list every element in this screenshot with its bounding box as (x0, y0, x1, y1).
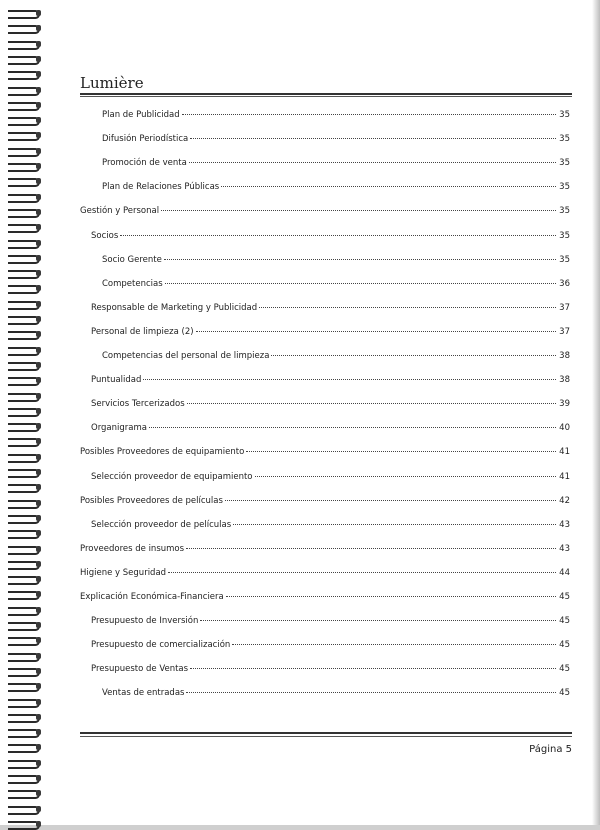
toc-entry-page: 37 (559, 326, 570, 337)
toc-entry-label: Selección proveedor de equipamiento (91, 471, 253, 482)
toc-dot-leader (232, 644, 556, 645)
toc-dot-leader (246, 451, 556, 452)
toc-dot-leader (233, 524, 556, 525)
toc-entry[interactable] (102, 351, 570, 365)
toc-entry-page: 44 (559, 567, 570, 578)
toc-dot-leader (200, 620, 556, 621)
toc-entry[interactable] (102, 158, 570, 172)
toc-dot-leader (143, 379, 556, 380)
toc-entry[interactable] (91, 472, 570, 486)
toc-entry[interactable] (80, 568, 570, 582)
toc-entry-label: Difusión Periodística (102, 134, 189, 145)
toc-entry-label: Puntualidad (91, 375, 142, 386)
toc-entry-label: Higiene y Seguridad (80, 567, 167, 578)
toc-entry-page: 45 (559, 664, 570, 675)
toc-dot-leader (255, 476, 557, 477)
toc-dot-leader (182, 114, 556, 115)
toc-dot-leader (259, 307, 556, 308)
toc-dot-leader (189, 162, 556, 163)
toc-entry-page: 36 (559, 278, 570, 289)
toc-entry-label: Selección proveedor de películas (91, 519, 232, 530)
toc-entry-label: Promoción de venta (102, 158, 187, 169)
toc-entry-label: Personal de limpieza (2) (91, 326, 194, 337)
toc-entry[interactable] (102, 688, 570, 702)
toc-entry-label: Posibles Proveedores de películas (80, 495, 223, 506)
toc-entry-page: 35 (559, 134, 570, 145)
footer-rule-thin (80, 736, 572, 737)
toc-entry-label: Presupuesto de Ventas (91, 664, 189, 675)
toc-dot-leader (164, 259, 556, 260)
toc-dot-leader (186, 548, 556, 549)
toc-entry-page: 39 (559, 399, 570, 410)
toc-entry[interactable] (91, 520, 570, 534)
toc-entry-page: 35 (559, 230, 570, 241)
toc-entry-label: Responsable de Marketing y Publicidad (91, 302, 258, 313)
toc-entry-page: 45 (559, 616, 570, 627)
toc-entry-label: Competencias del personal de limpieza (102, 351, 270, 361)
toc-entry[interactable] (91, 616, 570, 630)
toc-dot-leader (190, 138, 556, 139)
toc-entry-label: Competencias (102, 278, 163, 289)
toc-entry[interactable] (91, 399, 570, 413)
toc-entry-label: Socios (91, 230, 119, 241)
toc-entry-page: 43 (559, 519, 570, 530)
toc-entry[interactable] (80, 496, 570, 510)
toc-entry[interactable] (102, 255, 570, 269)
toc-entry[interactable] (91, 327, 570, 341)
toc-dot-leader (190, 668, 556, 669)
toc-dot-leader (165, 283, 556, 284)
toc-entry[interactable] (80, 592, 570, 606)
toc-dot-leader (161, 210, 556, 211)
toc-entry-label: Plan de Publicidad (102, 110, 180, 120)
toc-dot-leader (225, 500, 556, 501)
toc-dot-leader (226, 596, 556, 597)
page-header-title: Lumière (80, 74, 144, 92)
toc-entry-page: 43 (559, 543, 570, 554)
toc-entry-page: 35 (559, 110, 570, 120)
footer-rule (80, 732, 572, 734)
toc-entry-page: 35 (559, 182, 570, 193)
toc-entry-page: 35 (559, 206, 570, 217)
toc-entry-label: Posibles Proveedores de equipamiento (80, 447, 245, 458)
toc-dot-leader (221, 186, 556, 187)
toc-entry[interactable] (91, 640, 570, 654)
toc-entry-page: 45 (559, 640, 570, 651)
toc-entry-label: Gestión y Personal (80, 206, 160, 217)
toc-entry[interactable] (102, 279, 570, 293)
toc-entry[interactable] (91, 664, 570, 678)
toc-entry[interactable] (91, 231, 570, 245)
toc-entry[interactable] (102, 134, 570, 148)
page-number: Página 5 (529, 744, 572, 755)
toc-entry[interactable] (80, 447, 570, 461)
toc-dot-leader (186, 692, 556, 693)
toc-entry-label: Socio Gerente (102, 254, 162, 265)
toc-entry-label: Explicación Económica-Financiera (80, 592, 224, 602)
toc-entry-label: Organigrama (91, 423, 147, 434)
toc-entry[interactable] (91, 303, 570, 317)
toc-entry-page: 38 (559, 351, 570, 361)
toc-entry-page: 35 (559, 158, 570, 169)
toc-entry[interactable] (102, 182, 570, 196)
toc-entry[interactable] (91, 375, 570, 389)
toc-entry-page: 45 (559, 688, 570, 699)
toc-dot-leader (120, 235, 556, 236)
toc-entry-label: Ventas de entradas (102, 688, 185, 699)
toc-entry-page: 40 (559, 423, 570, 434)
toc-entry-label: Presupuesto de comercialización (91, 640, 231, 651)
toc-dot-leader (196, 331, 556, 332)
toc-dot-leader (271, 355, 556, 356)
toc-entry-page: 35 (559, 254, 570, 265)
toc-entry-page: 41 (559, 471, 570, 482)
toc-entry-label: Proveedores de insumos (80, 543, 185, 554)
toc-entry-label: Plan de Relaciones Públicas (102, 182, 220, 193)
toc-entry-label: Presupuesto de Inversión (91, 616, 199, 627)
toc-entry-page: 38 (559, 375, 570, 386)
toc-entry-page: 37 (559, 302, 570, 313)
toc-entry-label: Servicios Tercerizados (91, 399, 185, 410)
toc-entry-page: 42 (559, 495, 570, 506)
toc-dot-leader (168, 572, 556, 573)
toc-entry-page: 45 (559, 592, 570, 602)
toc-entry[interactable] (80, 206, 570, 220)
toc-entry[interactable] (80, 544, 570, 558)
toc-entry-page: 41 (559, 447, 570, 458)
toc-entry[interactable] (102, 110, 570, 124)
toc-dot-leader (149, 427, 556, 428)
toc-dot-leader (187, 403, 556, 404)
toc-entry[interactable] (91, 423, 570, 437)
page-edge-shadow (592, 0, 600, 825)
